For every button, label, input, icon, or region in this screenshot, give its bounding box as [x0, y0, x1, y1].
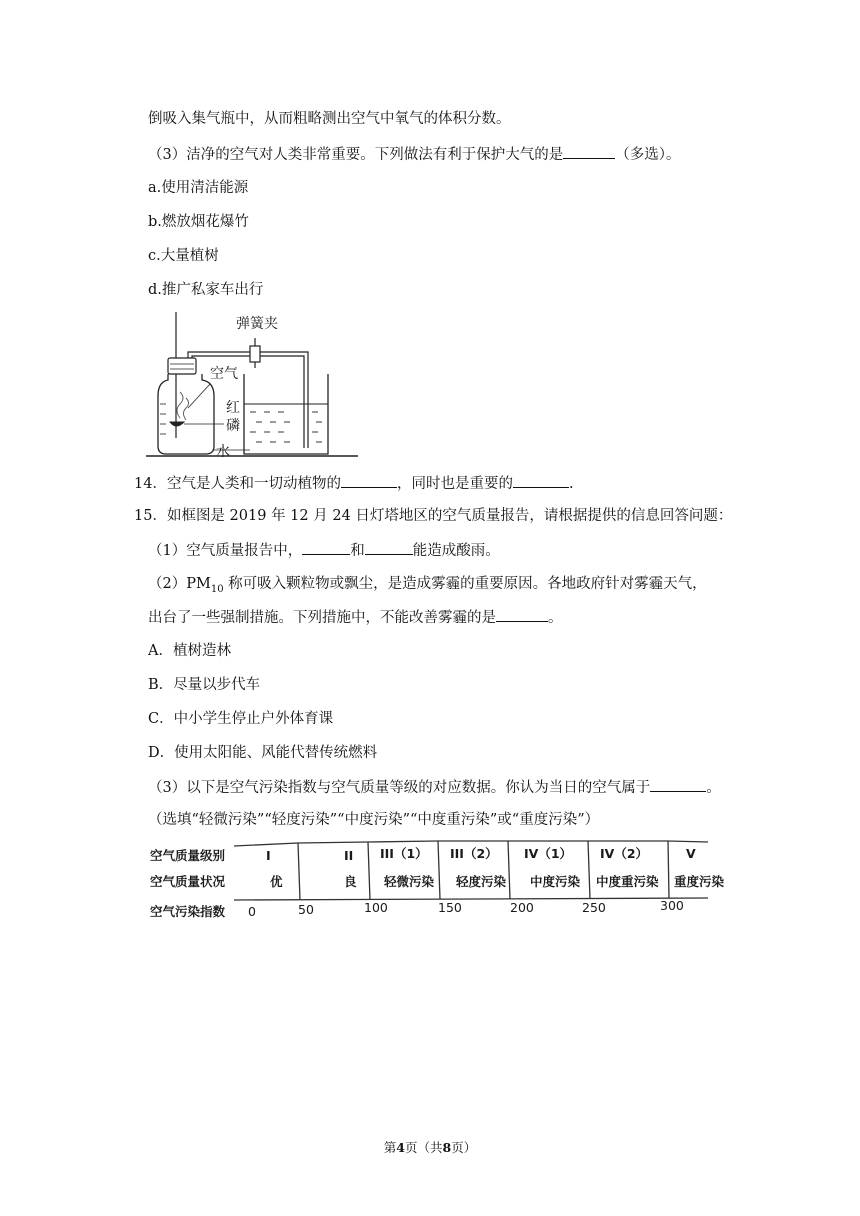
level-cell: III（2） — [450, 846, 498, 861]
option-B: B．尽量以步代车 — [148, 677, 261, 693]
level-cell: IV（2） — [600, 846, 649, 861]
question-15-1-text: （1）空气质量报告中， — [148, 543, 303, 559]
question-14-text: 14．空气是人类和一切动植物的 — [134, 476, 341, 492]
index-value: 0 — [248, 904, 256, 919]
question-14-end: . — [568, 476, 574, 492]
status-cell: 中度污染 — [530, 874, 581, 889]
level-cell: II — [344, 848, 354, 863]
row-label-level: 空气质量级别 — [150, 848, 226, 863]
air-quality-table — [148, 838, 725, 924]
question-15-1 — [148, 540, 500, 561]
level-cell: I — [266, 848, 271, 863]
answer-blank[interactable] — [513, 473, 569, 488]
question-15-3-end: 。 — [706, 780, 721, 796]
question-14-text-2: ，同时也是重要的 — [396, 476, 513, 492]
answer-blank[interactable] — [563, 144, 615, 159]
index-value: 100 — [364, 900, 388, 915]
footer-text: 页（共 — [404, 1140, 443, 1155]
question-15-2 — [148, 574, 707, 600]
answer-blank[interactable] — [650, 777, 706, 792]
level-cell: V — [686, 846, 696, 861]
text-line-1: 倒吸入集气瓶中，从而粗略测出空气中氧气的体积分数。 — [148, 111, 511, 127]
row-label-status: 空气质量状况 — [150, 874, 226, 889]
label-spring-clip: 弹簧夹 — [236, 316, 278, 332]
answer-blank[interactable] — [365, 540, 413, 555]
option-d: d.推广私家车出行 — [148, 282, 264, 298]
row-label-index: 空气污染指数 — [150, 904, 226, 919]
question-15-3-hint: （选填“轻微污染”“轻度污染”“中度污染”“中度重污染”或“重度污染”） — [148, 812, 600, 828]
level-cell: III（1） — [380, 846, 428, 861]
option-b: b.燃放烟花爆竹 — [148, 214, 249, 230]
page-footer — [0, 1138, 860, 1156]
status-cell: 轻度污染 — [456, 874, 507, 889]
option-D: D．使用太阳能、风能代替传统燃料 — [148, 745, 378, 761]
question-3-suffix: （多选）。 — [615, 147, 681, 163]
label-red: 红 — [226, 400, 240, 416]
current-page: 4 — [396, 1140, 405, 1155]
question-15-3 — [148, 777, 721, 798]
subscript-10: 10 — [210, 583, 224, 595]
question-3 — [148, 144, 680, 165]
question-15-2-text-3: 出台了一些强制措施。下列措施中，不能改善雾霾的是 — [148, 610, 496, 626]
status-cell: 优 — [270, 874, 283, 889]
total-pages: 8 — [442, 1140, 452, 1155]
option-A: A．植树造林 — [148, 643, 231, 659]
index-value: 150 — [438, 900, 462, 915]
index-value: 200 — [510, 900, 534, 915]
question-3-text: （3）洁净的空气对人类非常重要。下列做法有利于保护大气的是 — [148, 147, 564, 163]
index-value: 300 — [660, 898, 684, 913]
question-15-3-text: （3）以下是空气污染指数与空气质量等级的对应数据。你认为当日的空气属于 — [148, 780, 651, 796]
status-cell: 中度重污染 — [596, 874, 659, 889]
answer-blank[interactable] — [496, 607, 548, 622]
option-c: c.大量植树 — [148, 248, 219, 264]
status-cell: 轻微污染 — [384, 874, 435, 889]
label-air: 空气 — [210, 366, 238, 382]
footer-text: 页） — [451, 1140, 477, 1155]
level-cell: IV（1） — [524, 846, 573, 861]
footer-text: 第 — [383, 1140, 397, 1155]
question-15-1-and: 和 — [350, 543, 365, 559]
question-15-2-end: 。 — [548, 610, 563, 626]
question-15-1-suffix: 能造成酸雨。 — [412, 543, 500, 559]
option-a: a.使用清洁能源 — [148, 180, 249, 196]
label-phosphorus: 磷 — [226, 418, 240, 434]
index-value: 250 — [582, 900, 606, 915]
answer-blank[interactable] — [302, 540, 350, 555]
status-cell: 良 — [344, 874, 357, 889]
status-cell: 重度污染 — [674, 874, 725, 889]
question-15: 15．如框图是 2019 年 12 月 24 日灯塔地区的空气质量报告，请根据提供的信息回答问题： — [134, 508, 733, 524]
apparatus-figure — [140, 308, 440, 466]
question-14 — [134, 473, 574, 494]
option-C: C．中小学生停止户外体育课 — [148, 711, 334, 727]
question-15-2-text: （2）PM — [148, 576, 211, 592]
label-water: 水 — [216, 444, 230, 460]
index-value: 50 — [298, 902, 314, 917]
question-15-2-cont — [148, 607, 563, 628]
answer-blank[interactable] — [341, 473, 397, 488]
question-15-2-text-2: 称可吸入颗粒物或飘尘，是造成雾霾的重要原因。各地政府针对雾霾天气， — [223, 576, 707, 592]
